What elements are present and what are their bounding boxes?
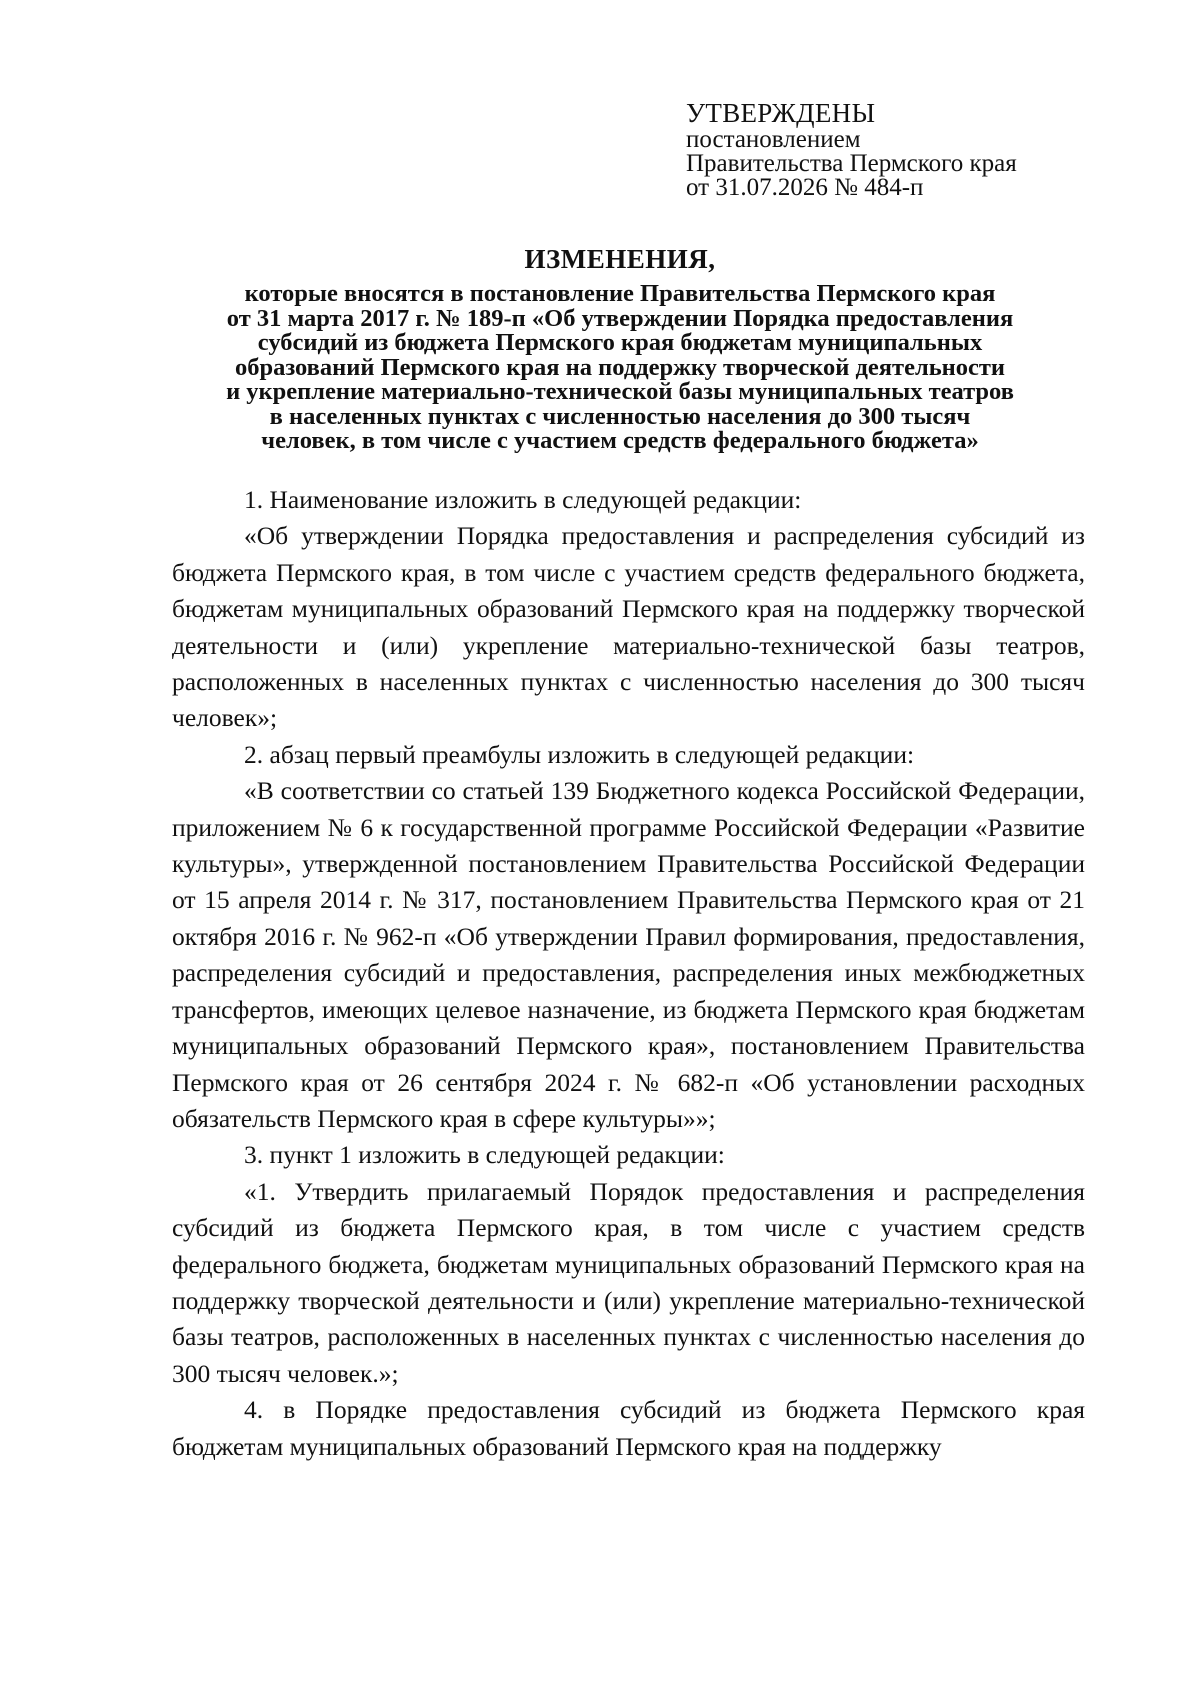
document-subtitle: которые вносятся в постановление Правительства Пермского края от 31 марта 2017 г. № 189-п «Об утверждении Порядка предоставления субсидий из бюджета Пермского края бюджетам муниципальных образований Пермского края на поддержку творческой деятельности и укрепление материально-технической базы муниципальных театров в населенных пунктах с численностью населения до 300 тысяч человек, в том числе с участием средств федерального бюджета» [226, 280, 1014, 454]
approval-title: УТВЕРЖДЕНЫ [686, 98, 876, 128]
paragraph-item-3-text: «1. Утвердить прилагаемый Порядок предоставления и распределения субсидий из бюджета Пермского края, в том числе с участием средств федерального бюджета, бюджетам муниципальных образований Пермского края на поддержку творческой деятельности и (или) укрепление материально-технической базы театров, расположенных в населенных пунктах с численностью населения до 300 тысяч человек.»; [172, 1176, 1085, 1388]
approval-line-government: Правительства Пермского края [686, 150, 1017, 177]
approval-stamp-block [686, 98, 1126, 200]
paragraph-item-3: 3. пункт 1 изложить в следующей редакции: [244, 1140, 725, 1170]
paragraph-item-2: 2. абзац первый преамбулы изложить в следующей редакции: [244, 739, 915, 769]
approval-line-resolution: постановлением [686, 126, 861, 153]
approval-line-date-number: от 31.07.2026 № 484-п [686, 174, 924, 201]
document-title: ИЗМЕНЕНИЯ, [524, 244, 716, 274]
paragraph-item-1-text: «Об утверждении Порядка предоставления и распределения субсидий из бюджета Пермского края, в том числе с участием средств федерального бюджета, бюджетам муниципальных образований Пермского края на поддержку творческой деятельности и (или) укрепление материально-технической базы театров, расположенных в населенных пунктах с численностью населения до 300 тысяч человек»; [172, 521, 1085, 733]
paragraph-item-4: 4. в Порядке предоставления субсидий из бюджета Пермского края бюджетам муниципальных образований Пермского края на поддержку [172, 1395, 1085, 1461]
paragraph-item-1: 1. Наименование изложить в следующей редакции: [244, 485, 802, 514]
paragraph-item-2-text: «В соответствии со статьей 139 Бюджетного кодекса Российской Федерации, приложением № 6 к государственной программе Российской Федерации «Развитие культуры», утвержденной постановлением Правительства Российской Федерации от 15 апреля 2014 г. № 317, постановлением Правительства Пермского края от 21 октября 2016 г. № 962-п «Об утверждении Правил формирования, предоставления, распределения субсидий и предоставления, распределения иных межбюджетных трансфертов, имеющих целевое назначение, из бюджета Пермского края бюджетам муниципальных образований Пермского края», постановлением Правительства Пермского края от 26 сентября 2024 г. № 682-п «Об установлении расходных обязательств Пермского края в сфере культуры»»; [172, 776, 1085, 1133]
document-body [172, 482, 1085, 1465]
